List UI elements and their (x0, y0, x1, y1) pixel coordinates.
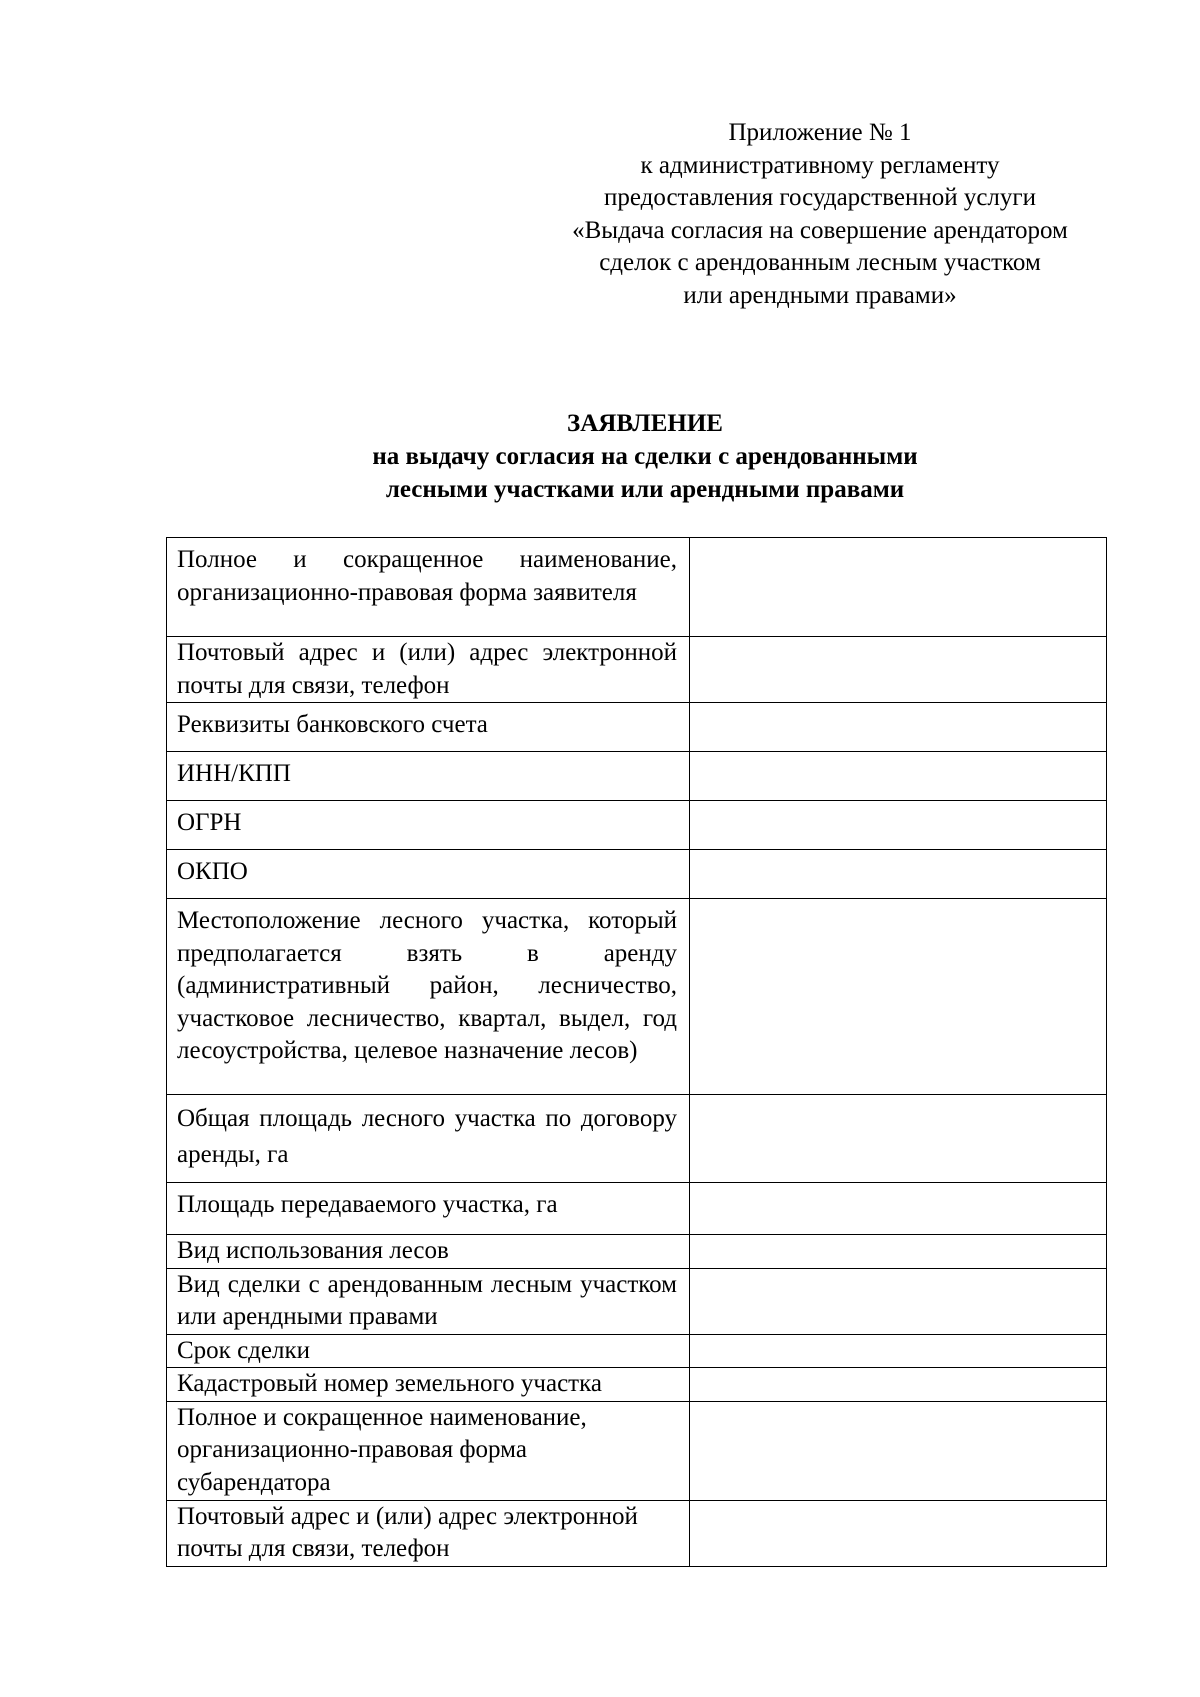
table-row (167, 703, 1107, 752)
table-row (167, 1183, 1107, 1235)
table-row (167, 850, 1107, 899)
field-label-deal-type: Вид сделки с арендованным лесным участком или арендными правами (167, 1268, 690, 1334)
field-value-cadastral-number[interactable] (690, 1368, 1107, 1402)
table-row (167, 1500, 1107, 1566)
field-value-inn-kpp[interactable] (690, 752, 1107, 801)
field-value-transferred-area[interactable] (690, 1183, 1107, 1235)
appendix-line: «Выдача согласия на совершение арендатором (572, 216, 1068, 244)
appendix-line: предоставления государственной услуги (603, 184, 1037, 211)
field-value-applicant-name[interactable] (690, 538, 1107, 637)
field-value-total-area[interactable] (690, 1095, 1107, 1183)
table-row (167, 1235, 1107, 1269)
appendix-reference (520, 117, 1120, 312)
table-row (167, 637, 1107, 703)
field-label-transferred-area: Площадь передаваемого участка, га (167, 1183, 690, 1235)
title-heading: ЗАЯВЛЕНИЕ (567, 410, 723, 437)
field-value-subtenant-name[interactable] (690, 1401, 1107, 1500)
field-value-postal-address[interactable] (690, 637, 1107, 703)
table-row (167, 1368, 1107, 1402)
table-row (167, 1334, 1107, 1368)
field-value-bank-account[interactable] (690, 703, 1107, 752)
field-label-deal-term: Срок сделки (167, 1334, 690, 1368)
field-value-forest-use-type[interactable] (690, 1235, 1107, 1269)
table-row (167, 538, 1107, 637)
appendix-line: к административному регламенту (640, 151, 1000, 179)
field-value-ogrn[interactable] (690, 801, 1107, 850)
appendix-line: сделок с арендованным лесным участком (599, 249, 1041, 276)
field-label-okpo: ОКПО (167, 850, 690, 899)
field-label-inn-kpp: ИНН/КПП (167, 752, 690, 801)
table-row (167, 899, 1107, 1095)
field-label-forest-use-type: Вид использования лесов (167, 1235, 690, 1269)
document-title (150, 407, 1140, 506)
appendix-line: Приложение № 1 (728, 119, 912, 146)
table-row (167, 752, 1107, 801)
field-label-postal-address: Почтовый адрес и (или) адрес электронной почты для связи, телефон (167, 637, 690, 703)
field-label-applicant-name: Полное и сокращенное наименование, организационно-правовая форма заявителя (167, 538, 690, 637)
field-label-subtenant-address: Почтовый адрес и (или) адрес электронной почты для связи, телефон (167, 1500, 690, 1566)
field-label-bank-account: Реквизиты банковского счета (167, 703, 690, 752)
field-label-ogrn: ОГРН (167, 801, 690, 850)
field-value-plot-location[interactable] (690, 899, 1107, 1095)
table-row (167, 801, 1107, 850)
title-line: на выдачу согласия на сделки с арендованными (372, 443, 918, 470)
field-value-deal-term[interactable] (690, 1334, 1107, 1368)
table-row (167, 1268, 1107, 1334)
appendix-line: или арендными правами» (683, 281, 957, 309)
field-label-cadastral-number: Кадастровый номер земельного участка (167, 1368, 690, 1402)
field-label-total-area: Общая площадь лесного участка по договору аренды, га (167, 1095, 690, 1183)
application-form-table (166, 537, 1107, 1567)
field-label-subtenant-name: Полное и сокращенное наименование, организационно-правовая форма субарендатора (167, 1401, 690, 1500)
table-row (167, 1095, 1107, 1183)
field-value-deal-type[interactable] (690, 1268, 1107, 1334)
table-row (167, 1401, 1107, 1500)
field-value-subtenant-address[interactable] (690, 1500, 1107, 1566)
field-label-plot-location: Местоположение лесного участка, который предполагается взять в аренду (административный район, лесничество, участковое лесничество, квартал, выдел, год лесоустройства, целевое назначение лесов) (167, 899, 690, 1095)
title-line: лесными участками или арендными правами (385, 476, 905, 503)
field-value-okpo[interactable] (690, 850, 1107, 899)
